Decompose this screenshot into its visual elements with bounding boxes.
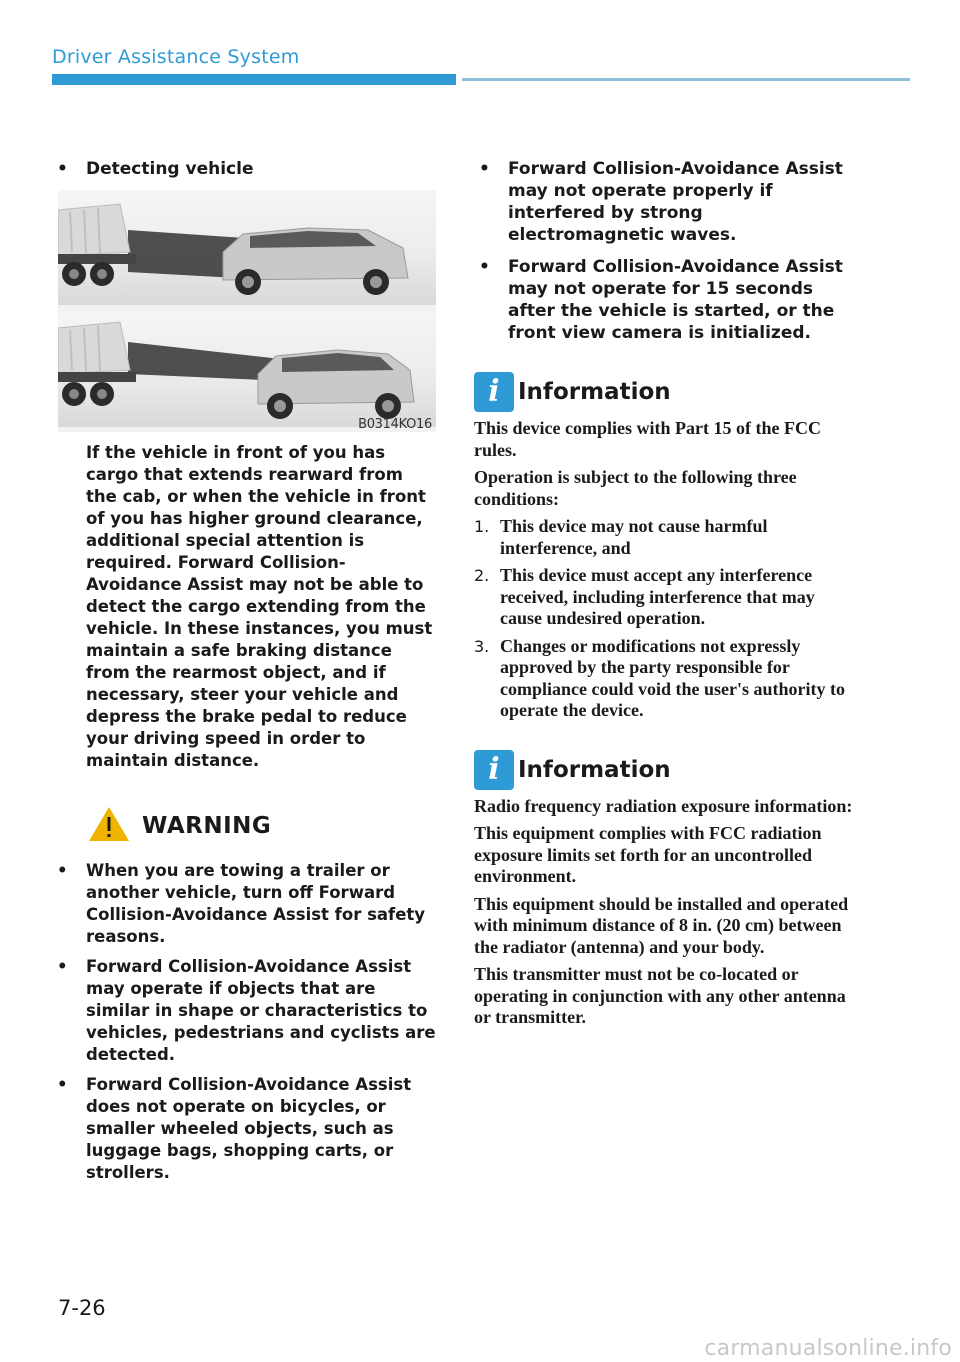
info-paragraph: This equipment complies with FCC radiation exposure limits set forth for an uncontrolled environment. [474,823,822,886]
warning-item: • Forward Collision-Avoidance Assist may operate if objects that are similar in shape or characteristics to vehicles, pedestrians and cyclists are detected. [52,956,436,1066]
bullet-detecting-vehicle: • Detecting vehicle [52,158,436,180]
right-column [474,158,854,1035]
info-icon: i [474,372,514,412]
list-item: • Forward Collision-Avoidance Assist may not operate properly if interfered by strong electromagnetic waves. [474,158,854,246]
info-header [474,372,854,412]
warning-item: • When you are towing a trailer or another vehicle, turn off Forward Collision-Avoidance Assist for safety reasons. [52,860,436,948]
warning-triangle-icon [88,806,130,846]
warning-list [52,860,436,1184]
item-text: Changes or modifications not expressly approved by the party responsible for compliance could void the user's authority to operate the device. [500,635,845,720]
item-number: 3. [474,636,490,656]
cargo-detection-paragraph: If the vehicle in front of you has cargo that extends rearward from the cab, or when the vehicle in front of you has higher ground clearance, additional special attention is required. Forward Collision-Avoidance Assist may not be able to detect the cargo extending from the vehicle. In these instances, you must maintain a safe braking distance from the rearmost object, and if necessary, steer your vehicle and depress the brake pedal to reduce your driving speed in order to maintain distance. [86,443,433,770]
illustration-panel-bottom [58,312,436,427]
numbered-item [474,636,854,722]
header-rule-thin [462,78,910,81]
section-title: Driver Assistance System [52,46,300,68]
info-paragraph: This equipment should be installed and operated with minimum distance of 8 in. (20 cm) between the radiator (antenna) and your body. [474,893,849,957]
list-item: • Forward Collision-Avoidance Assist may not operate for 15 seconds after the vehicle is started, or the front view camera is initialized. [474,256,854,344]
warning-title: WARNING [142,813,272,839]
header-rule-thick [52,74,456,85]
information-block-fcc [474,372,854,722]
item-text: This device may not cause harmful interference, and [500,516,768,558]
info-paragraph: This device complies with Part 15 of the FCC rules. [474,418,821,460]
illustration-panel-top [58,190,436,305]
item-number: 2. [474,566,490,585]
numbered-item [474,565,854,630]
detection-illustration [58,190,436,432]
item-text: This device must accept any interference received, including interference that may cause undesired operation. [500,565,815,628]
figure-code: B0314KO16 [358,417,432,432]
page-number: 7-26 [58,1296,106,1320]
info-header [474,750,854,790]
numbered-item [474,516,854,559]
left-column [52,158,436,1192]
information-block-rf [474,750,854,1029]
warning-header [88,806,436,846]
item-number: 1. [474,517,490,536]
info-title: Information [518,756,671,783]
info-paragraph: This transmitter must not be co-located or operating in conjunction with any other antenna or transmitter. [474,964,846,1027]
info-paragraph: Radio frequency radiation exposure information: [474,795,853,816]
watermark: carmanualsonline.info [704,1336,952,1361]
info-paragraph: Operation is subject to the following three conditions: [474,467,797,509]
truck-suv-top-image [58,190,436,305]
truck-suv-bottom-image [58,312,436,427]
info-title: Information [518,379,671,405]
info-icon: i [474,750,514,790]
warning-item: • Forward Collision-Avoidance Assist does not operate on bicycles, or smaller wheeled objects, such as luggage bags, shopping carts, or strollers. [52,1074,436,1184]
